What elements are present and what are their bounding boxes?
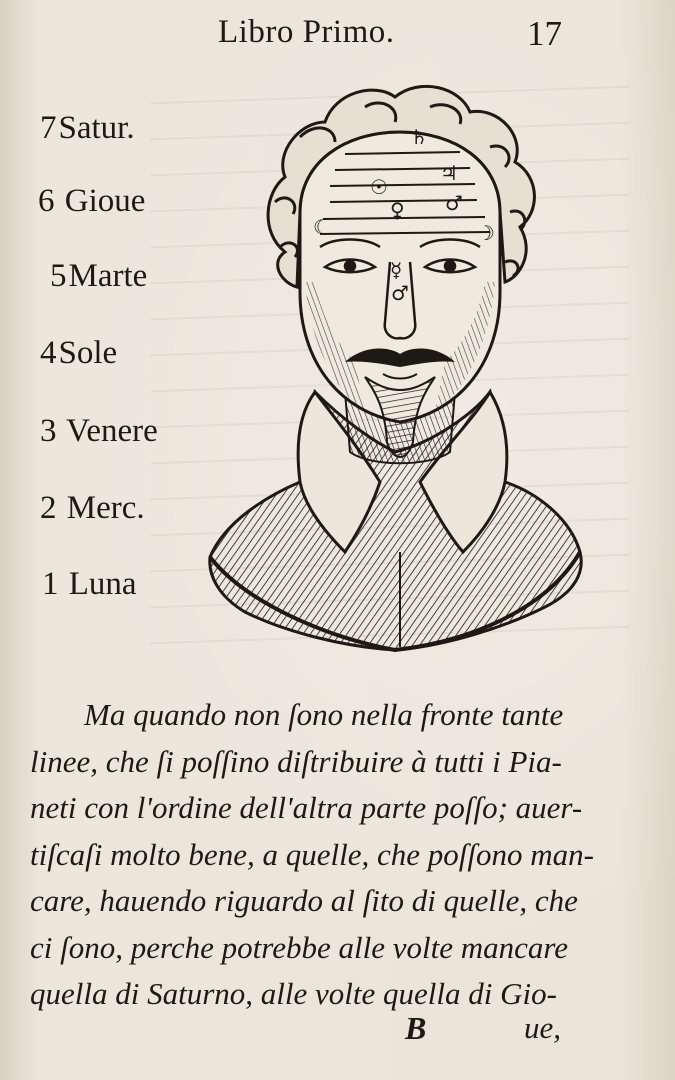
planet-number: 1 [42,566,59,602]
planet-name: Gioue [64,183,146,219]
planet-item-venus [40,413,158,450]
text-line: Ma quando non ſono nella fronte tante [84,697,564,732]
signature-mark: B [405,1010,427,1046]
mercury-symbol-icon: ☿ [390,258,403,282]
page-number: 17 [527,14,562,53]
planet-number: 5 [50,258,67,294]
running-head: Libro Primo. [218,14,395,50]
saturn-symbol-icon: ♄ [410,125,428,149]
planet-item-moon [42,566,137,603]
text-line: quella di Saturno, alle volte quella di Gio- [30,976,557,1011]
planet-number: 7 [40,110,57,146]
planet-number: 6 [38,183,55,219]
mars-nose-icon: ♂ [391,281,409,305]
mars-symbol-icon: ♂ [445,191,463,215]
text-line: linee, che ſi poſſino diſtribuire à tutti i Pia- [30,743,562,779]
planet-name: Merc. [66,490,145,526]
planet-name: Marte [68,258,148,294]
planet-name: Luna [68,566,137,602]
moon-left-icon: ☾ [313,215,331,239]
planet-name: Venere [66,413,158,449]
catchword: ue, [524,1010,562,1045]
text-line: neti con l'ordine dell'altra parte poſſo; auer- [30,790,583,825]
planet-item-saturn [40,110,135,147]
text-line: care, hauendo riguardo al ſito di quelle, che [30,883,578,918]
venus-symbol-icon: ♀ [390,198,405,222]
planet-number: 4 [40,335,57,371]
planet-name: Sole [58,335,118,371]
body-paragraph [30,692,630,1018]
text-line: ci ſono, perche potrebbe alle volte mancare [30,929,569,965]
planet-number: 3 [40,413,57,449]
planet-number: 2 [40,490,57,526]
jupiter-symbol-icon: ♃ [440,161,458,185]
planet-name: Satur. [58,110,135,146]
woodcut-head-illustration [205,62,590,662]
planet-item-sun [40,335,117,372]
planet-item-mercury [40,490,145,527]
planet-item-mars [50,258,147,295]
planet-item-jupiter [38,183,145,220]
text-line: tiſcaſi molto bene, a quelle, che poſſono man- [30,836,594,872]
moon-right-icon: ☽ [477,221,495,245]
sun-symbol-icon: ☉ [370,175,388,199]
